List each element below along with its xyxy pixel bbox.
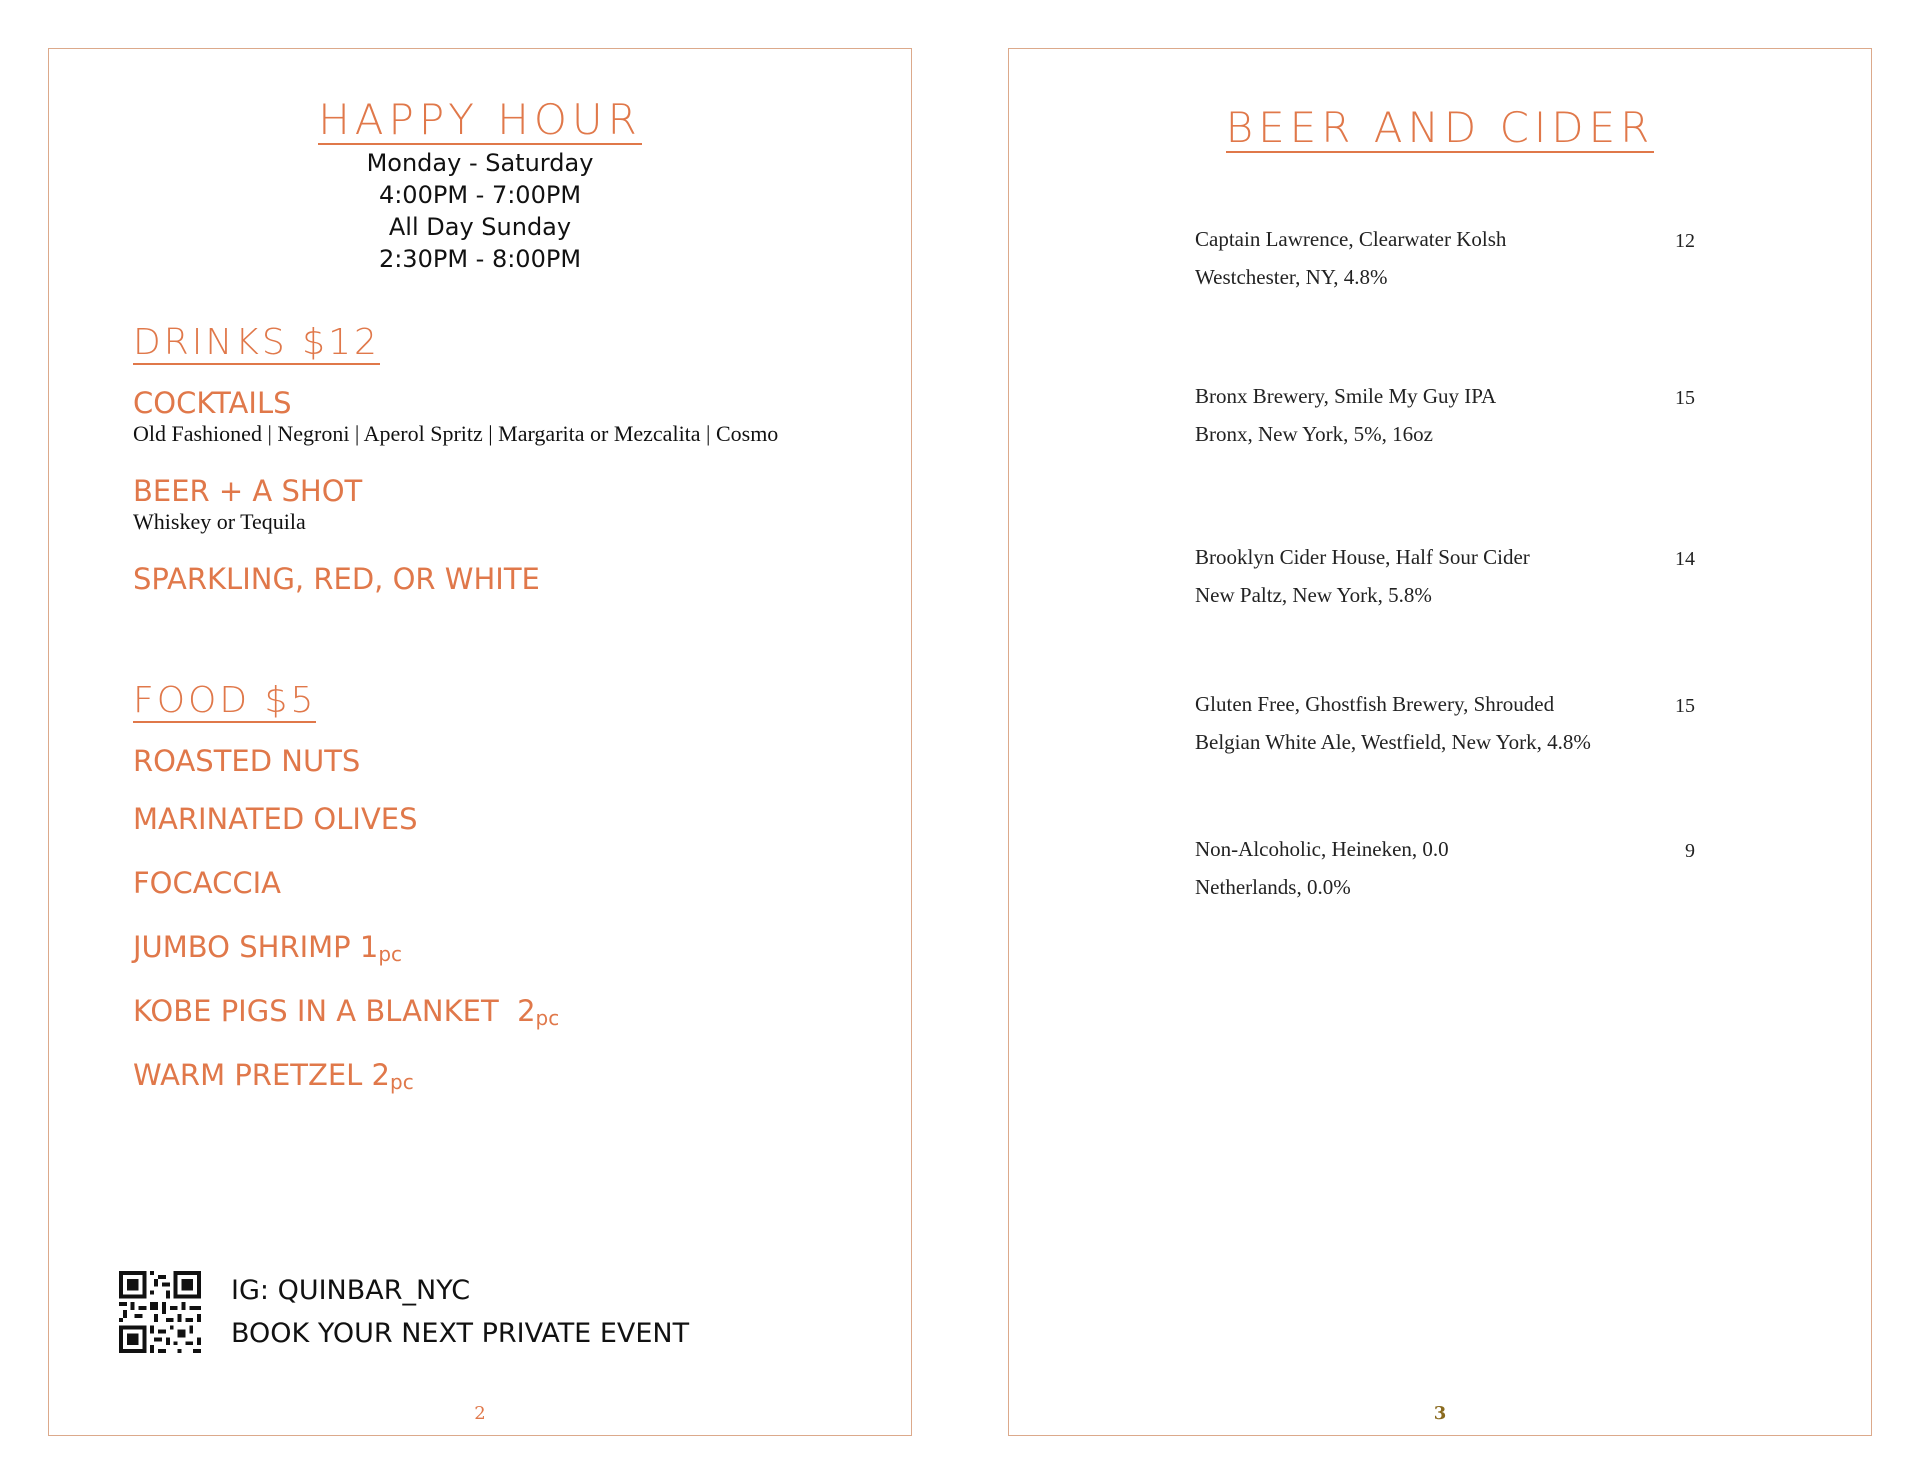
- beer-name: Brooklyn Cider House, Half Sour Cider: [1195, 545, 1530, 569]
- beer-origin: Bronx, New York, 5%, 16oz: [1195, 422, 1433, 446]
- food-item-name: WARM PRETZEL 2: [133, 1058, 391, 1092]
- beer-and-cider-title: BEER AND CIDER: [1225, 103, 1655, 152]
- beer-name: Gluten Free, Ghostfish Brewery, Shrouded: [1195, 692, 1555, 716]
- food-item: [133, 930, 403, 966]
- beer-origin: Netherlands, 0.0%: [1195, 875, 1351, 899]
- happy-hour-title: HAPPY HOUR: [318, 95, 642, 144]
- beer-item: [1195, 386, 1695, 466]
- beer-origin: Belgian White Ale, Westfield, New York, 4.8%: [1195, 730, 1591, 754]
- drink-item-title: BEER + A SHOT: [133, 474, 363, 508]
- beer-name: Non-Alcoholic, Heineken, 0.0: [1195, 837, 1449, 861]
- beer-item: [1195, 547, 1695, 627]
- beer-item: [1195, 229, 1695, 309]
- food-item-qty: pc: [390, 1070, 414, 1094]
- schedule-days-weekday: Monday - Saturday: [366, 149, 594, 177]
- beer-name: Captain Lawrence, Clearwater Kolsh: [1195, 227, 1507, 251]
- page-number: 2: [474, 1403, 486, 1424]
- food-item-qty: pc: [535, 1006, 560, 1030]
- beer-price: 14: [1675, 548, 1695, 570]
- qr-code-icon[interactable]: [119, 1271, 201, 1353]
- beer-price: 15: [1675, 695, 1695, 717]
- food-item: FOCACCIA: [133, 866, 281, 900]
- menu-page-happy-hour: [48, 48, 912, 1436]
- schedule-days-sunday: All Day Sunday: [388, 213, 572, 241]
- beer-item: [1195, 839, 1695, 919]
- food-item-qty: pc: [378, 942, 403, 966]
- food-item: [133, 994, 560, 1030]
- drink-item-title: COCKTAILS: [133, 386, 292, 420]
- beer-name: Bronx Brewery, Smile My Guy IPA: [1195, 384, 1497, 408]
- food-item-name: JUMBO SHRIMP 1: [133, 930, 379, 964]
- page-number: 3: [1433, 1403, 1447, 1424]
- beer-origin: New Paltz, New York, 5.8%: [1195, 583, 1432, 607]
- beer-price: 12: [1675, 230, 1695, 252]
- drink-item-description: Old Fashioned | Negroni | Aperol Spritz | Margarita or Mezcalita | Cosmo: [133, 421, 779, 446]
- menu-page-beer-and-cider: [1008, 48, 1872, 1436]
- food-item-name: KOBE PIGS IN A BLANKET 2: [133, 994, 536, 1028]
- happy-hour-schedule: [49, 147, 911, 275]
- beer-price: 9: [1685, 840, 1695, 862]
- food-item: MARINATED OLIVES: [133, 802, 418, 836]
- beer-item: [1195, 694, 1695, 774]
- food-item: ROASTED NUTS: [133, 744, 361, 778]
- food-item: [133, 1058, 414, 1094]
- food-heading: FOOD $5: [133, 680, 317, 721]
- drink-item-title: SPARKLING, RED, OR WHITE: [133, 562, 540, 596]
- drinks-heading: DRINKS $12: [133, 322, 380, 363]
- drink-item-description: Whiskey or Tequila: [133, 509, 306, 534]
- beer-origin: Westchester, NY, 4.8%: [1195, 265, 1388, 289]
- private-event-text: BOOK YOUR NEXT PRIVATE EVENT: [231, 1318, 690, 1349]
- schedule-hours-sunday: 2:30PM - 8:00PM: [378, 245, 582, 273]
- schedule-hours-weekday: 4:00PM - 7:00PM: [378, 181, 582, 209]
- instagram-handle: IG: QUINBAR_NYC: [231, 1275, 471, 1306]
- beer-price: 15: [1675, 387, 1695, 409]
